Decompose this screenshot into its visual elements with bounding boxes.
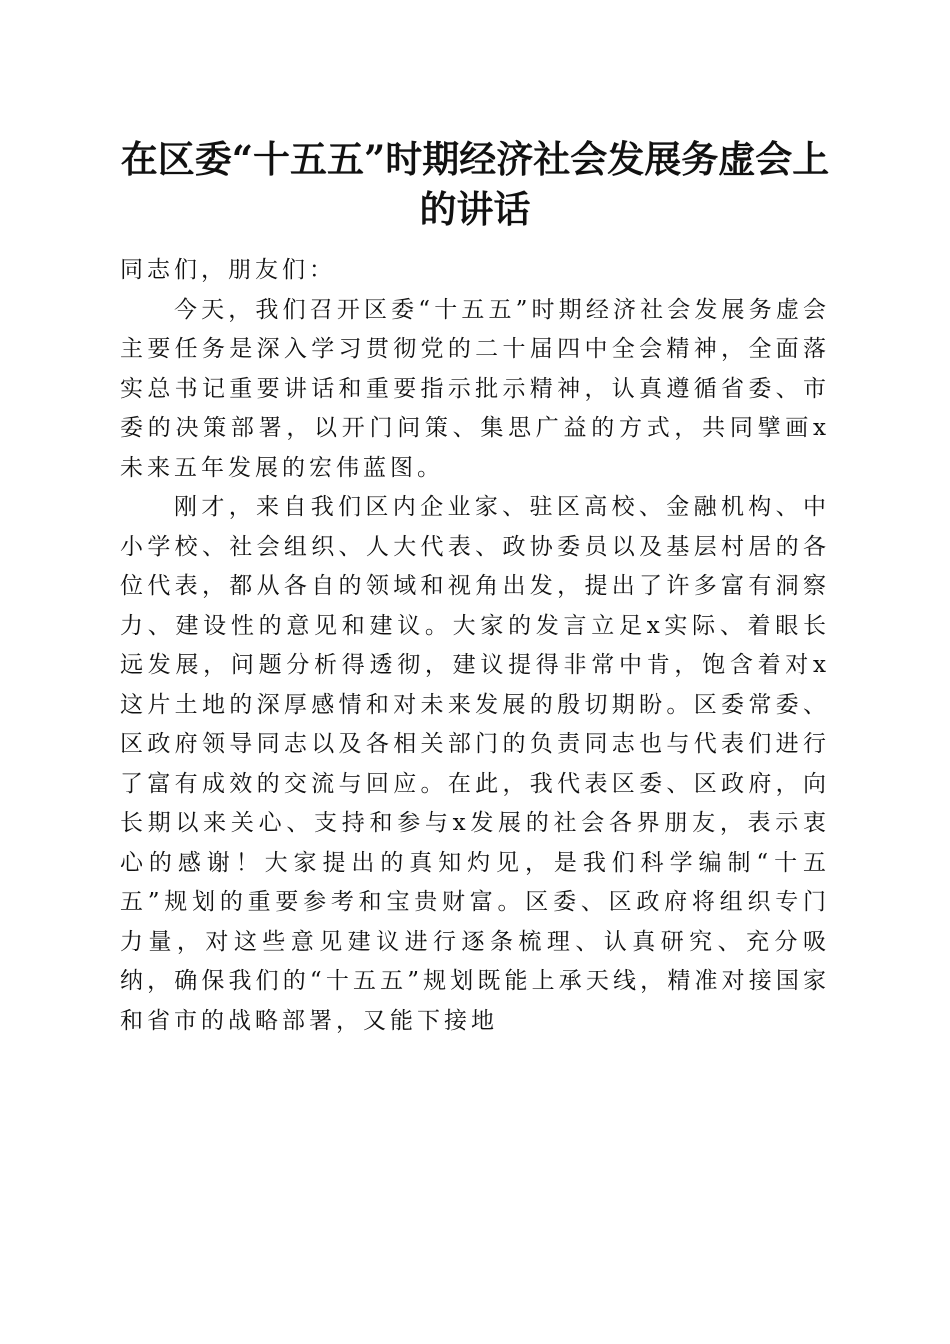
document-title-line-2: 的讲话 <box>419 187 531 231</box>
paragraph-opening: 今天，我们召开区委“十五五”时期经济社会发展务虚会主要任务是深入学习贯彻党的二十届四中全会精神，全面落实总书记重要讲话和重要指示批示精神，认真遵循省委、市委的决策部署，以开门问策、集思广益的方式，共同擘画x未来五年发展的宏伟蓝图。 <box>120 296 830 481</box>
salutation: 同志们，朋友们： <box>120 257 336 283</box>
document-title <box>100 134 850 234</box>
paragraph-thanks: 刚才，来自我们区内企业家、驻区高校、金融机构、中小学校、社会组织、人大代表、政协委员以及基层村居的各位代表，都从各自的领域和视角出发，提出了许多富有洞察力、建设性的意见和建议。大家的发言立足x实际、着眼长远发展，问题分析得透彻，建议提得非常中肯，饱含着对x这片土地的深厚感情和对未来发展的殷切期盼。区委常委、区政府领导同志以及各相关部门的负责同志也与代表们进行了富有成效的交流与回应。在此，我代表区委、区政府，向长期以来关心、支持和参与x发展的社会各界朋友，表示衷心的感谢！大家提出的真知灼见，是我们科学编制“十五五”规划的重要参考和宝贵财富。区委、区政府将组织专门力量，对这些意见建议进行逐条梳理、认真研究、充分吸纳，确保我们的“十五五”规划既能上承天线，精准对接国家和省市的战略部署，又能下接地 <box>120 494 830 1034</box>
document-title-line-1: 在区委“十五五”时期经济社会发展务虚会上 <box>120 137 830 181</box>
document-body <box>120 251 830 1041</box>
